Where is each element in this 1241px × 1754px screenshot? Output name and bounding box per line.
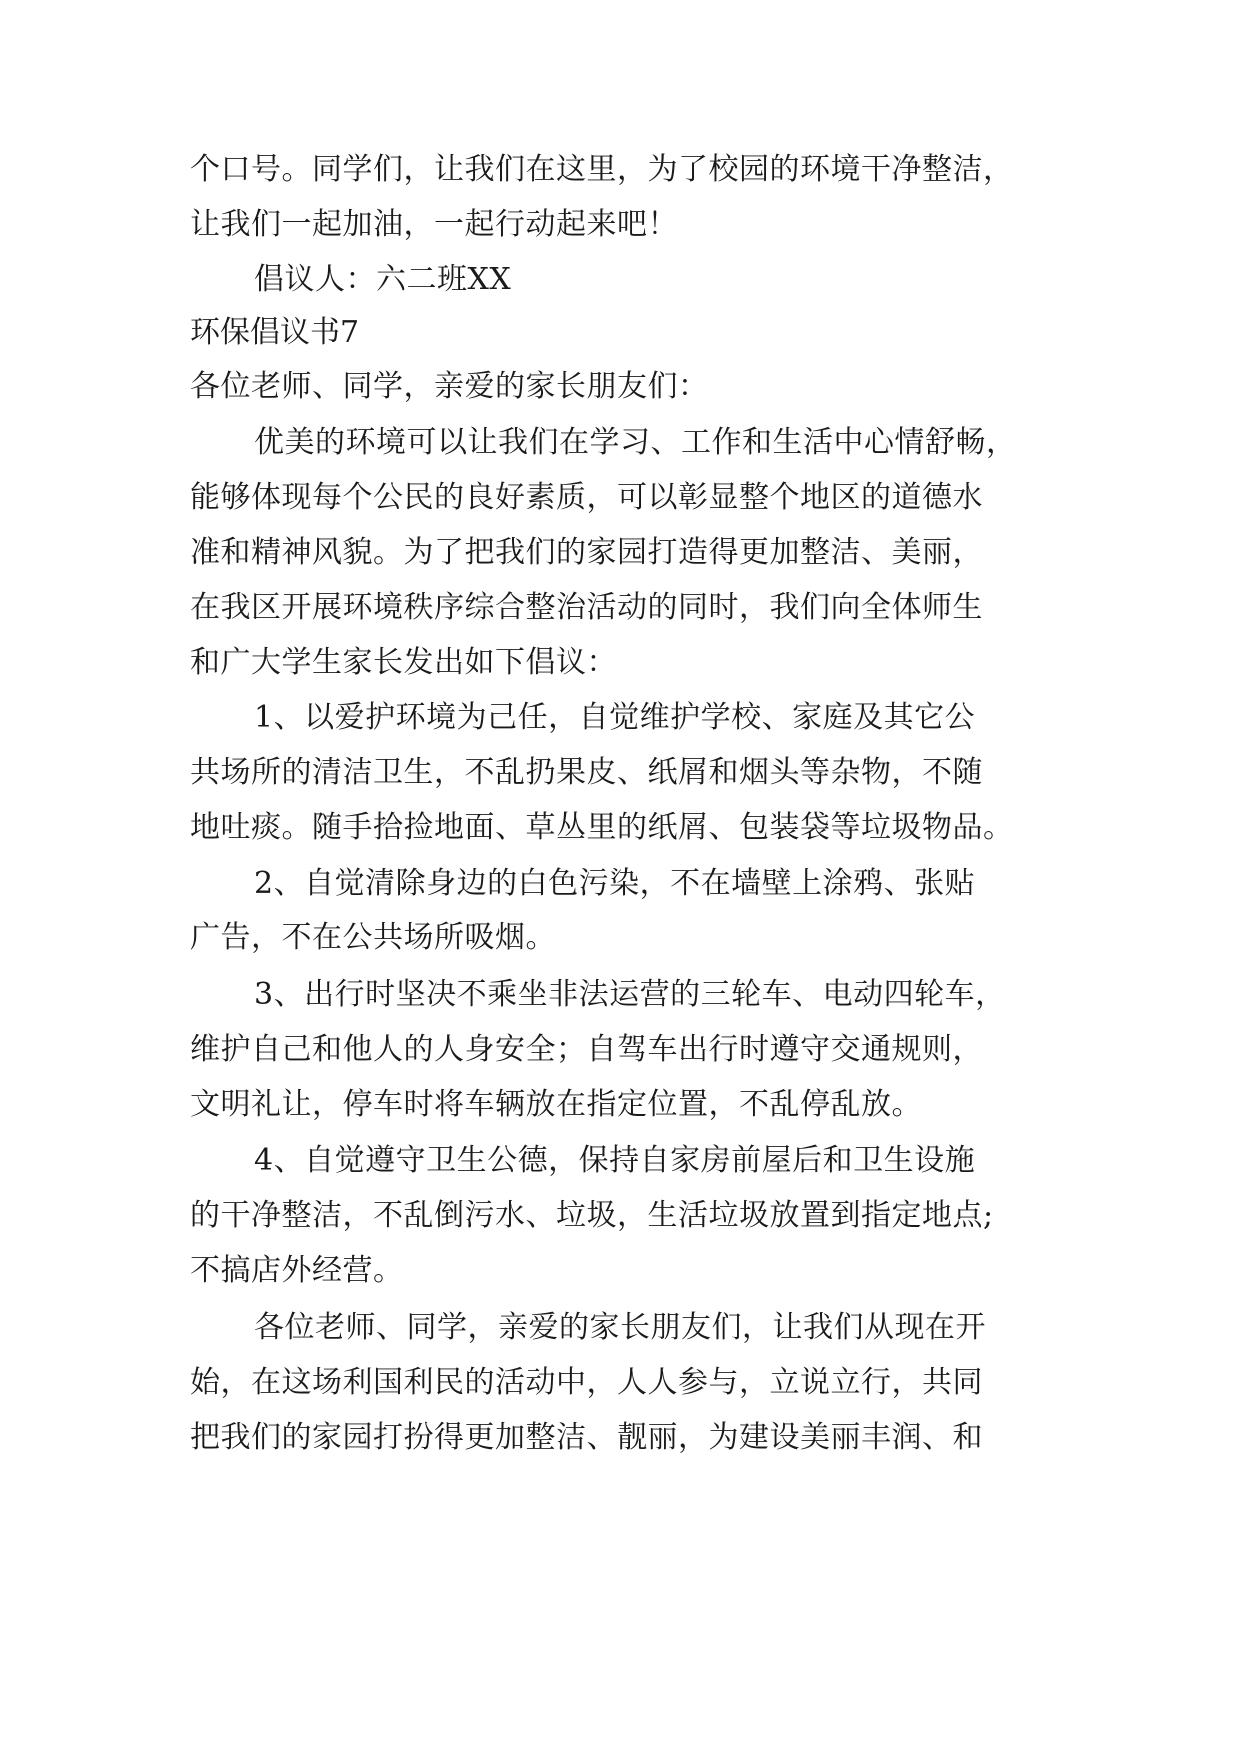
- text-line: 的干净整洁，不乱倒污水、垃圾，生活垃圾放置到指定地点;: [190, 1198, 994, 1233]
- text-line: 在我区开展环境秩序综合整治活动的同时，我们向全体师生: [190, 590, 983, 625]
- list-item-4: 4、自觉遵守卫生公德，保持自家房前屋后和卫生设施: [254, 1143, 976, 1178]
- text-line: 能够体现每个公民的良好素质，可以彰显整个地区的道德水: [190, 480, 983, 515]
- list-item-3: 3、出行时坚决不乘坐非法运营的三轮车、电动四轮车，: [254, 977, 1006, 1012]
- signature-line: 倡议人：六二班XX: [254, 262, 512, 297]
- text-line: 始，在这场利国利民的活动中，人人参与，立说立行，共同: [190, 1365, 983, 1400]
- text-line: 让我们一起加油，一起行动起来吧！: [190, 207, 678, 242]
- text-line: 准和精神风貌。为了把我们的家园打造得更加整洁、美丽，: [190, 535, 983, 570]
- list-item-1: 1、以爱护环境为己任，自觉维护学校、家庭及其它公: [254, 700, 976, 735]
- text-line: 个口号。同学们，让我们在这里，为了校园的环境干净整洁，: [190, 152, 1014, 187]
- text-line: 把我们的家园打扮得更加整洁、靓丽，为建设美丽丰润、和: [190, 1420, 983, 1455]
- text-line: 不搞店外经营。: [190, 1253, 404, 1288]
- section-heading: 环保倡议书7: [190, 315, 360, 350]
- text-line: 维护自己和他人的人身安全；自驾车出行时遵守交通规则，: [190, 1032, 983, 1067]
- text-line: 文明礼让，停车时将车辆放在指定位置，不乱停乱放。: [190, 1087, 922, 1122]
- list-item-2: 2、自觉清除身边的白色污染，不在墙壁上涂鸦、张贴: [254, 866, 976, 901]
- text-line: 优美的环境可以让我们在学习、工作和生活中心情舒畅，: [254, 425, 1017, 460]
- text-line: 各位老师、同学，亲爱的家长朋友们，让我们从现在开: [254, 1310, 986, 1345]
- text-line: 共场所的清洁卫生，不乱扔果皮、纸屑和烟头等杂物，不随: [190, 755, 983, 790]
- text-line: 广告，不在公共场所吸烟。: [190, 920, 556, 955]
- salutation: 各位老师、同学，亲爱的家长朋友们：: [190, 369, 709, 404]
- text-line: 和广大学生家长发出如下倡议：: [190, 645, 617, 680]
- text-line: 地吐痰。随手拾捡地面、草丛里的纸屑、包装袋等垃圾物品。: [190, 810, 1014, 845]
